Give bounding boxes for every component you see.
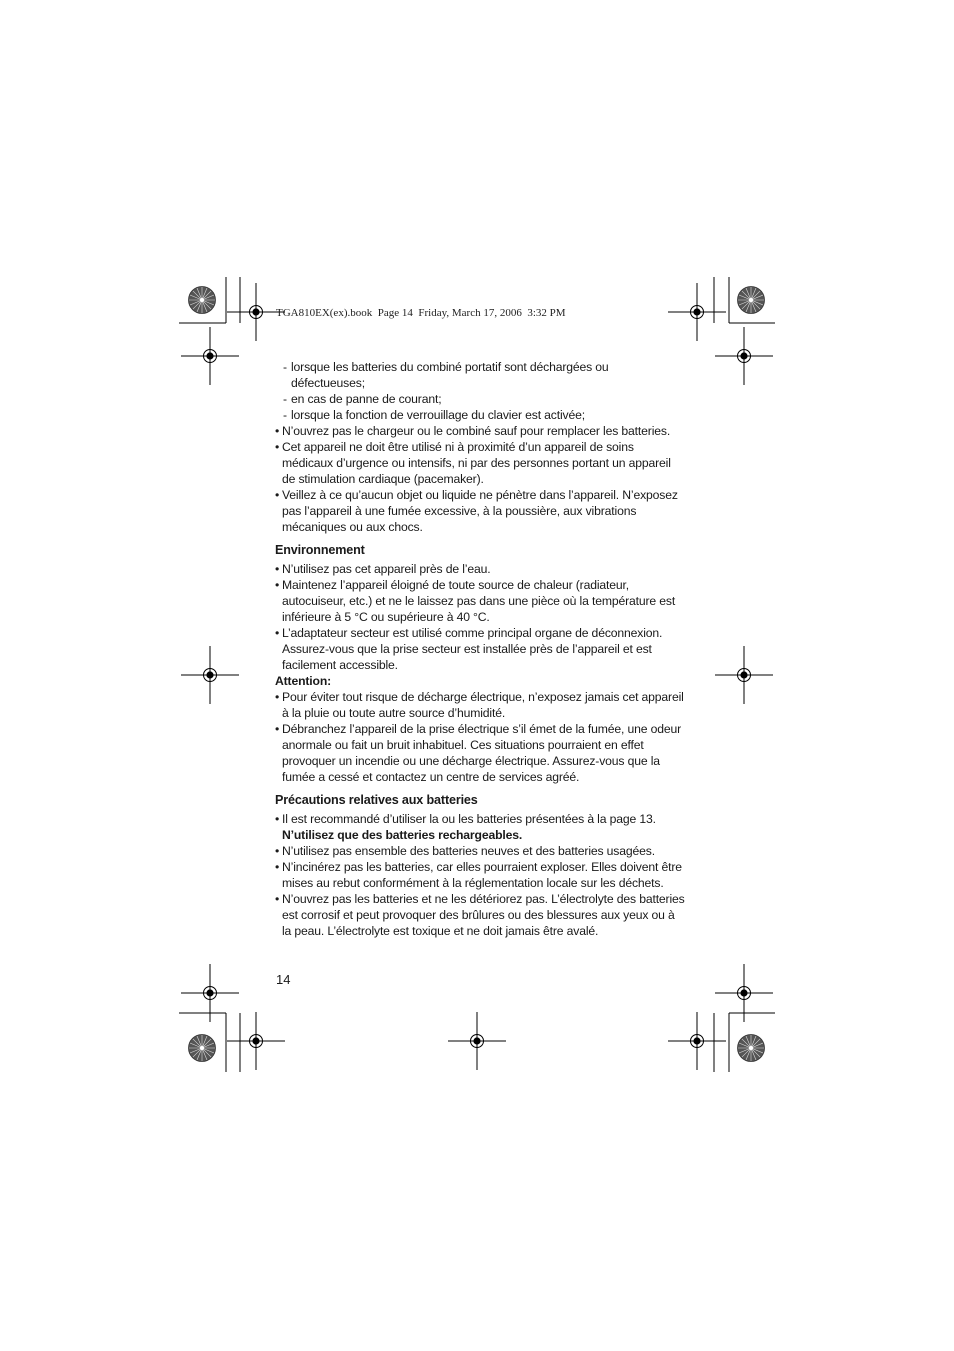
attention-label: Attention:: [275, 674, 332, 688]
list-item: [275, 843, 685, 859]
list-item: [275, 423, 685, 439]
dash-item-text: lorsque les batteries du combiné portatif sont déchargées ou défectueuses;: [291, 360, 609, 390]
bullet-mark: •: [275, 722, 280, 736]
page-number: 14: [276, 972, 291, 987]
list-item: [275, 689, 685, 721]
section-heading-batteries: Précautions relatives aux batteries: [275, 793, 478, 807]
bullet-mark: •: [275, 690, 280, 704]
list-item-text: Cet appareil ne doit être utilisé ni à proximité d’un appareil de soins médicaux d’urgence ou intensifs, ni par des personnes portant un appareil de stimulation cardiaque (pacemaker).: [282, 440, 671, 486]
bullet-mark: •: [275, 812, 280, 826]
dash-item: [275, 407, 685, 423]
list-item: [275, 721, 685, 785]
bullet-mark: •: [275, 626, 280, 640]
bullet-mark: •: [275, 424, 280, 438]
section-heading-environment: Environnement: [275, 543, 365, 557]
list-item: [275, 439, 685, 487]
list-item-text: N’ouvrez pas les batteries et ne les détériorez pas. L’électrolyte des batteries est corrosif et peut provoquer des brûlures ou des blessures aux yeux ou à la peau. L’électrolyte est toxique et ne doit jamais être avalé.: [282, 892, 685, 938]
list-item-text: N’incinérez pas les batteries, car elles pourraient exploser. Elles doivent être mises au rebut conformément à la réglementation locale sur les déchets.: [282, 860, 682, 890]
bullet-mark: •: [275, 578, 280, 592]
bullet-mark: •: [275, 892, 280, 906]
bullet-mark: •: [275, 488, 280, 502]
list-item-text: Veillez à ce qu’aucun objet ou liquide ne pénètre dans l’appareil. N’exposez pas l’appareil à une fumée excessive, à la poussière, aux vibrations mécaniques ou aux chocs.: [282, 488, 678, 534]
dash-item: [275, 391, 685, 407]
list-item-text: Pour éviter tout risque de décharge électrique, n’exposez jamais cet appareil à la pluie ou toute autre source d’humidité.: [282, 690, 684, 720]
list-item-text: L’adaptateur secteur est utilisé comme principal organe de déconnexion. Assurez-vous que la prise secteur est installée près de l’appareil et est facilement accessible.: [282, 626, 663, 672]
bullet-mark: •: [275, 844, 280, 858]
list-item-text: Il est recommandé d’utiliser la ou les batteries présentées à la page 13.: [282, 812, 656, 826]
list-item-text: N’utilisez pas ensemble des batteries neuves et des batteries usagées.: [282, 844, 655, 858]
print-header: TGA810EX(ex).book Page 14 Friday, March 17, 2006 3:32 PM: [276, 307, 566, 319]
bullet-mark: •: [275, 860, 280, 874]
list-item: [275, 487, 685, 535]
list-item: [275, 811, 685, 843]
page-content: [275, 359, 685, 939]
dash-mark: -: [283, 408, 287, 422]
list-item-text: N’ouvrez pas le chargeur ou le combiné sauf pour remplacer les batteries.: [282, 424, 671, 438]
dash-mark: -: [283, 392, 287, 406]
list-item-text: N’utilisez pas cet appareil près de l’eau.: [282, 562, 491, 576]
list-item-text: Débranchez l’appareil de la prise électrique s’il émet de la fumée, une odeur anormale ou fait un bruit inhabituel. Ces situations pourraient en effet provoquer un incendie ou une décharge électrique. Assurez-vous que la fumée a cessé et contactez un centre de services agréé.: [282, 722, 681, 784]
list-item: [275, 577, 685, 625]
list-item: [275, 891, 685, 939]
list-item: [275, 625, 685, 673]
bullet-mark: •: [275, 440, 280, 454]
list-item-emphasis: N’utilisez que des batteries rechargeables.: [282, 828, 523, 842]
dash-mark: -: [283, 360, 287, 374]
dash-item: [275, 359, 685, 391]
bullet-mark: •: [275, 562, 280, 576]
dash-item-text: en cas de panne de courant;: [291, 392, 442, 406]
list-item: [275, 561, 685, 577]
dash-item-text: lorsque la fonction de verrouillage du clavier est activée;: [291, 408, 585, 422]
list-item-text: Maintenez l’appareil éloigné de toute source de chaleur (radiateur, autocuiseur, etc.) et ne le laissez pas dans une pièce où la température est inférieure à 5 °C ou supérieure à 40 °C.: [282, 578, 676, 624]
list-item: [275, 859, 685, 891]
